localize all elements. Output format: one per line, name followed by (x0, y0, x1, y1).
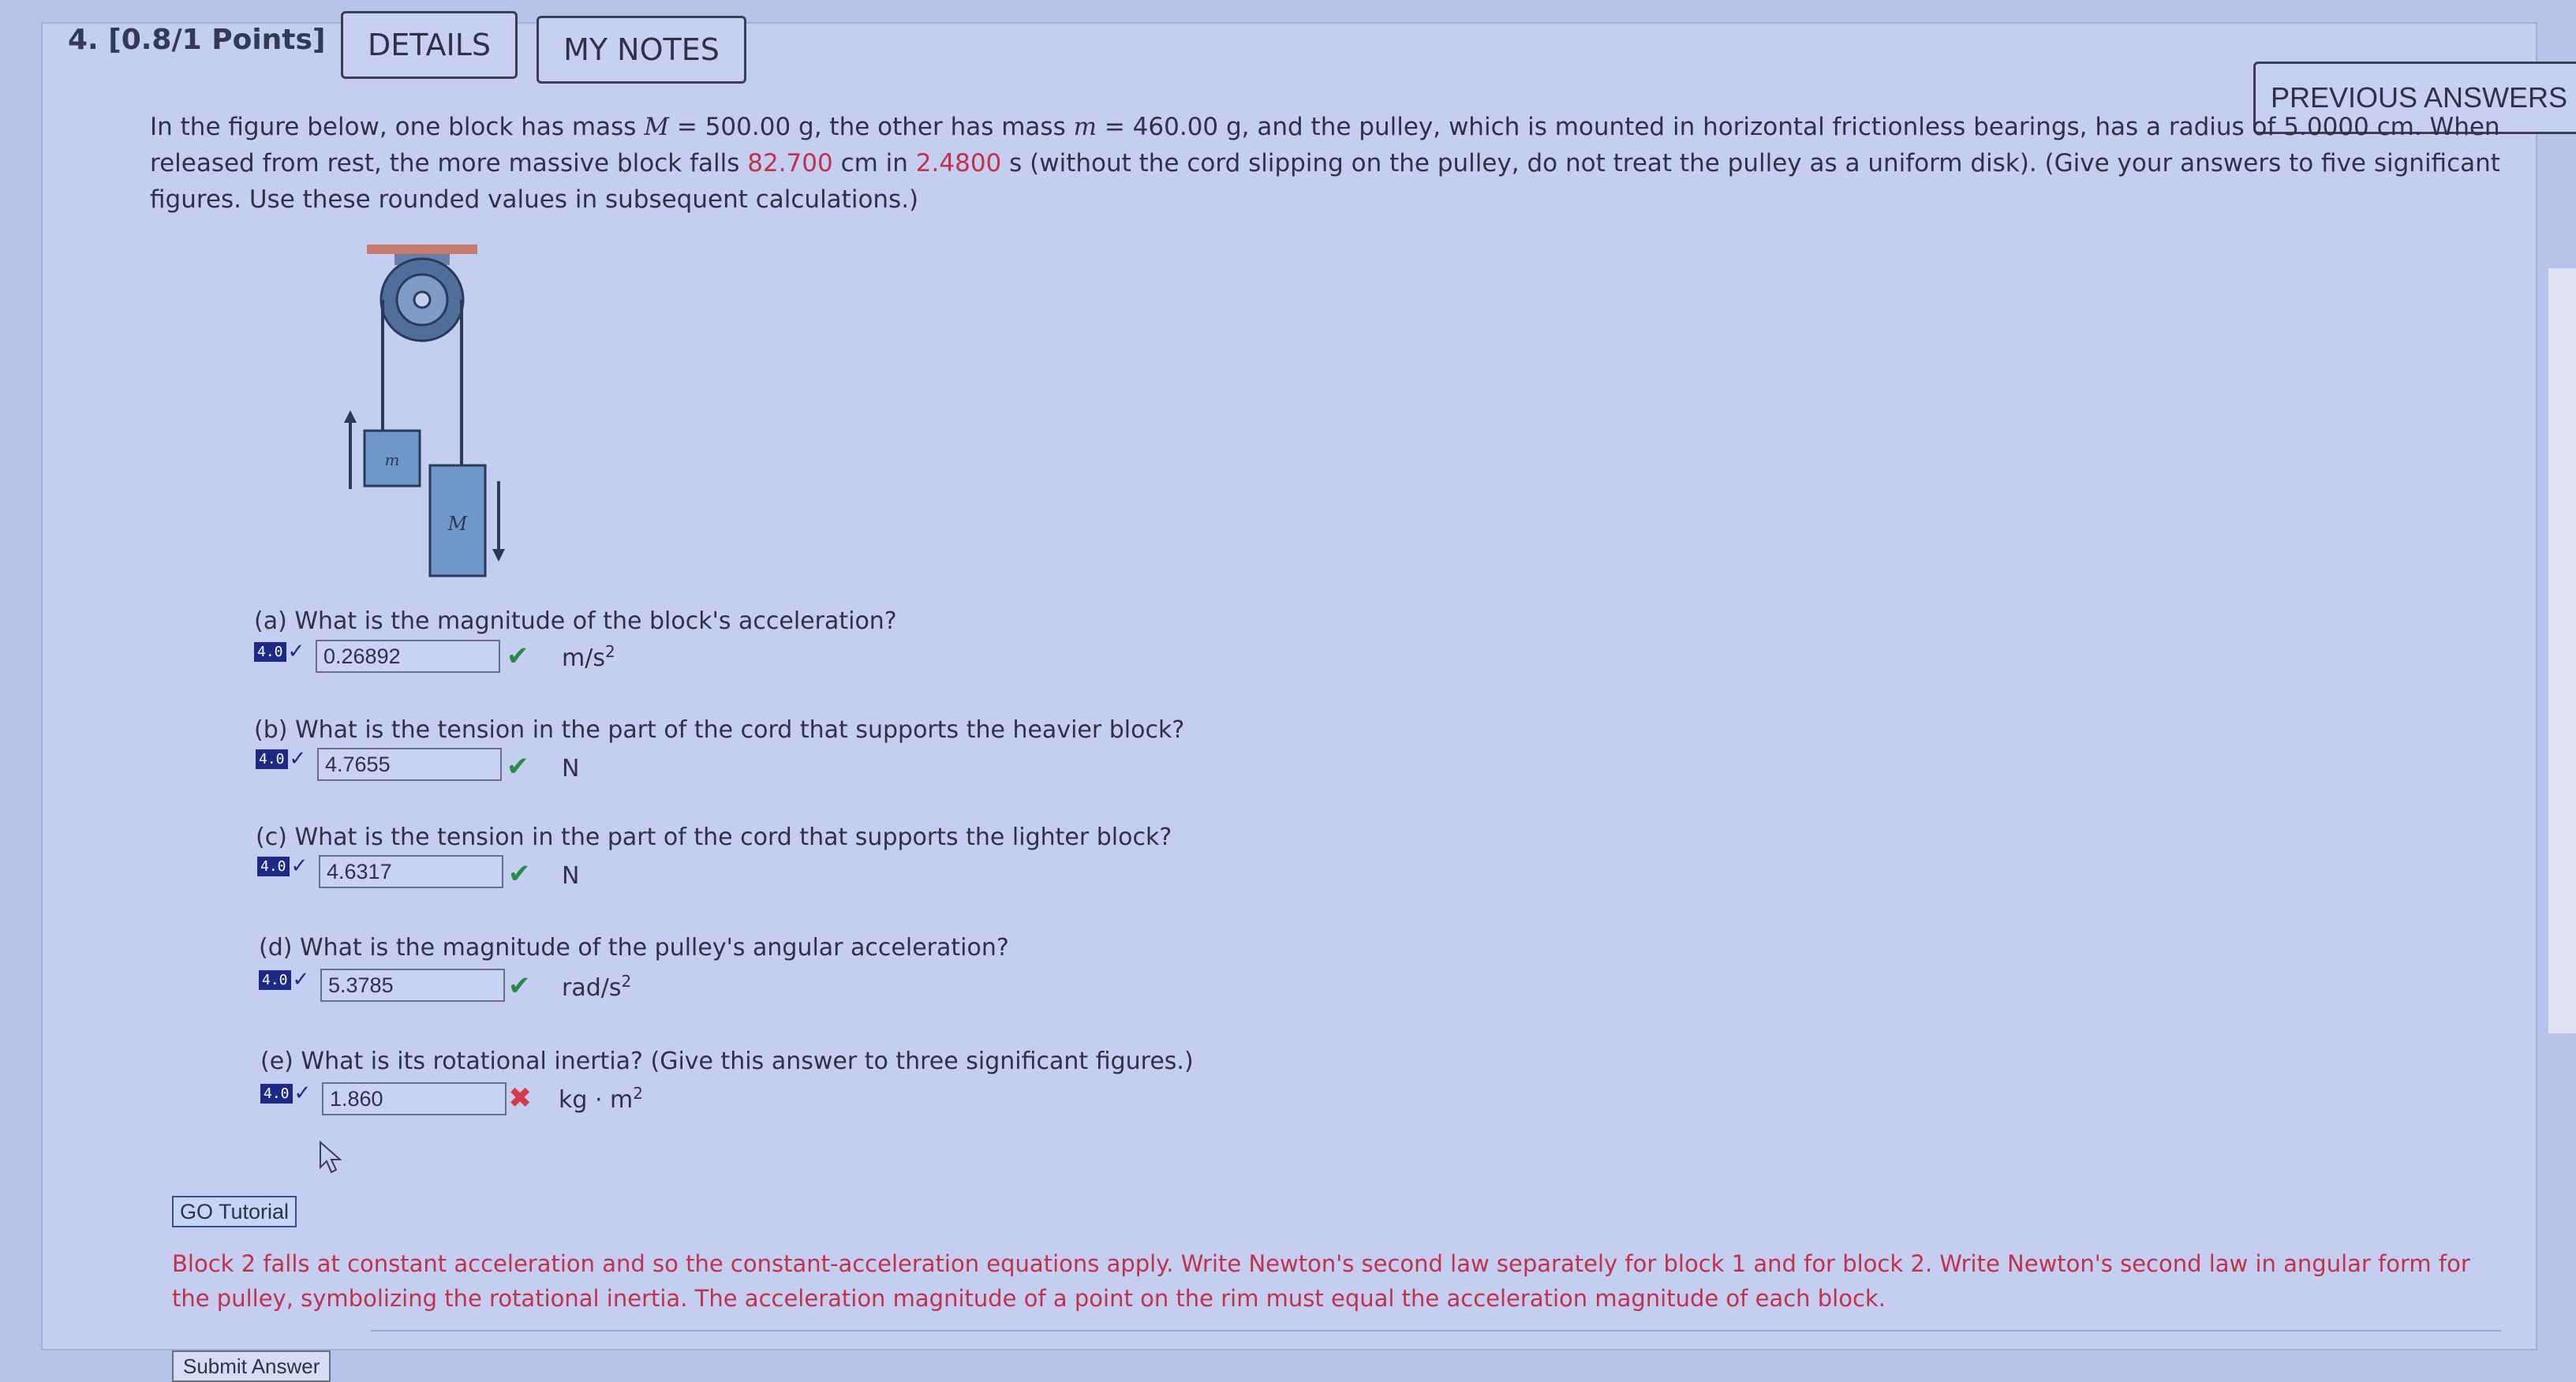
block-M-label: M (447, 513, 468, 535)
part-d-prompt: (d) What is the magnitude of the pulley's angular acceleration? (259, 934, 1009, 962)
part-b-badge: 4.0 ✓ (256, 746, 306, 771)
fall-distance-value: 82.700 (747, 149, 833, 177)
part-e-unit: kg · $m^2$ (559, 1084, 643, 1114)
check-icon: ✓ (293, 1081, 312, 1105)
fall-time-value: 2.4800 (915, 149, 1002, 177)
previous-answers-button[interactable]: PREVIOUS ANSWERS (2253, 62, 2576, 134)
intro-text: = 500.00 g, the other has mass (669, 113, 1074, 141)
part-a-badge: 4.0 ✓ (254, 639, 305, 664)
intro-text: In the figure below, one block has mass (150, 113, 645, 141)
block-m-label: m (384, 450, 400, 469)
part-b-unit: N (562, 755, 580, 783)
part-e-badge: 4.0 ✓ (260, 1081, 311, 1106)
mass-symbol-m: m (1073, 113, 1097, 141)
problem-statement (150, 109, 2556, 218)
correct-check-icon: ✔ (508, 970, 531, 1002)
ceiling-mount (367, 245, 477, 254)
go-tutorial-button[interactable]: GO Tutorial (172, 1196, 297, 1227)
my-notes-button[interactable]: MY NOTES (537, 16, 746, 84)
part-c-prompt: (c) What is the tension in the part of the cord that supports the lighter block? (256, 824, 1172, 851)
tutorial-hint: Block 2 falls at constant acceleration and so the constant-acceleration equations apply. Write Newton's second law separately for block 1 and for block 2. Write Newton's second law in angular form for the pulley, symbolizing the rotational inertia. The acceleration magnitude of a point on the rim must equal the acceleration magnitude of each block. (172, 1250, 2470, 1312)
intro-text: cm in (832, 149, 916, 177)
correct-check-icon: ✔ (507, 751, 529, 783)
check-icon: ✓ (289, 747, 307, 771)
part-a-answer-input[interactable]: 0.26892 (316, 640, 500, 673)
part-a-prompt: (a) What is the magnitude of the block's acceleration? (254, 607, 897, 635)
part-b-prompt: (b) What is the tension in the part of the cord that supports the heavier block? (254, 716, 1185, 744)
part-e-answer-input[interactable]: 1.860 (322, 1082, 507, 1115)
question-number: 4. [0.8/1 Points] (68, 24, 326, 56)
part-e-prompt: (e) What is its rotational inertia? (Give this answer to three significant figures.) (260, 1048, 1194, 1075)
part-d-badge: 4.0 ✓ (259, 967, 309, 992)
part-b-answer-input[interactable]: 4.7655 (317, 748, 502, 781)
intro-text: s (without the cord slipping on the pulley, do not treat the pulley as a uniform disk). (Give your answers to five significant figures. Use these rounded values in subsequent calculations.) (150, 149, 2500, 214)
pulley-figure (339, 237, 529, 584)
mouse-cursor-icon (319, 1141, 342, 1175)
details-button[interactable]: DETAILS (341, 11, 518, 79)
correct-check-icon: ✔ (508, 858, 531, 890)
question-panel (41, 22, 2537, 1350)
intro-text: = 460.00 g, and the pulley, which is mounted in horizontal frictionless bearings, has a radius of 5.0000 cm. When released from rest, the more massive block falls (150, 113, 2500, 177)
part-c-badge: 4.0 ✓ (257, 853, 308, 879)
part-a-unit: $m/s^2$ (562, 642, 615, 672)
part-c-answer-input[interactable]: 4.6317 (319, 855, 503, 888)
check-icon: ✓ (292, 968, 310, 992)
mass-symbol-M: M (644, 113, 670, 141)
part-d-answer-input[interactable]: 5.3785 (320, 969, 505, 1002)
scrollbar[interactable] (2548, 268, 2576, 1033)
submit-answer-button[interactable]: Submit Answer (172, 1350, 331, 1382)
part-d-unit: rad/$s^2$ (562, 972, 632, 1002)
correct-check-icon: ✔ (507, 641, 529, 672)
check-icon: ✓ (290, 854, 308, 878)
divider (371, 1330, 2501, 1332)
part-c-unit: N (562, 862, 580, 890)
incorrect-x-icon: ✖ (508, 1082, 533, 1115)
check-icon: ✓ (287, 640, 305, 663)
